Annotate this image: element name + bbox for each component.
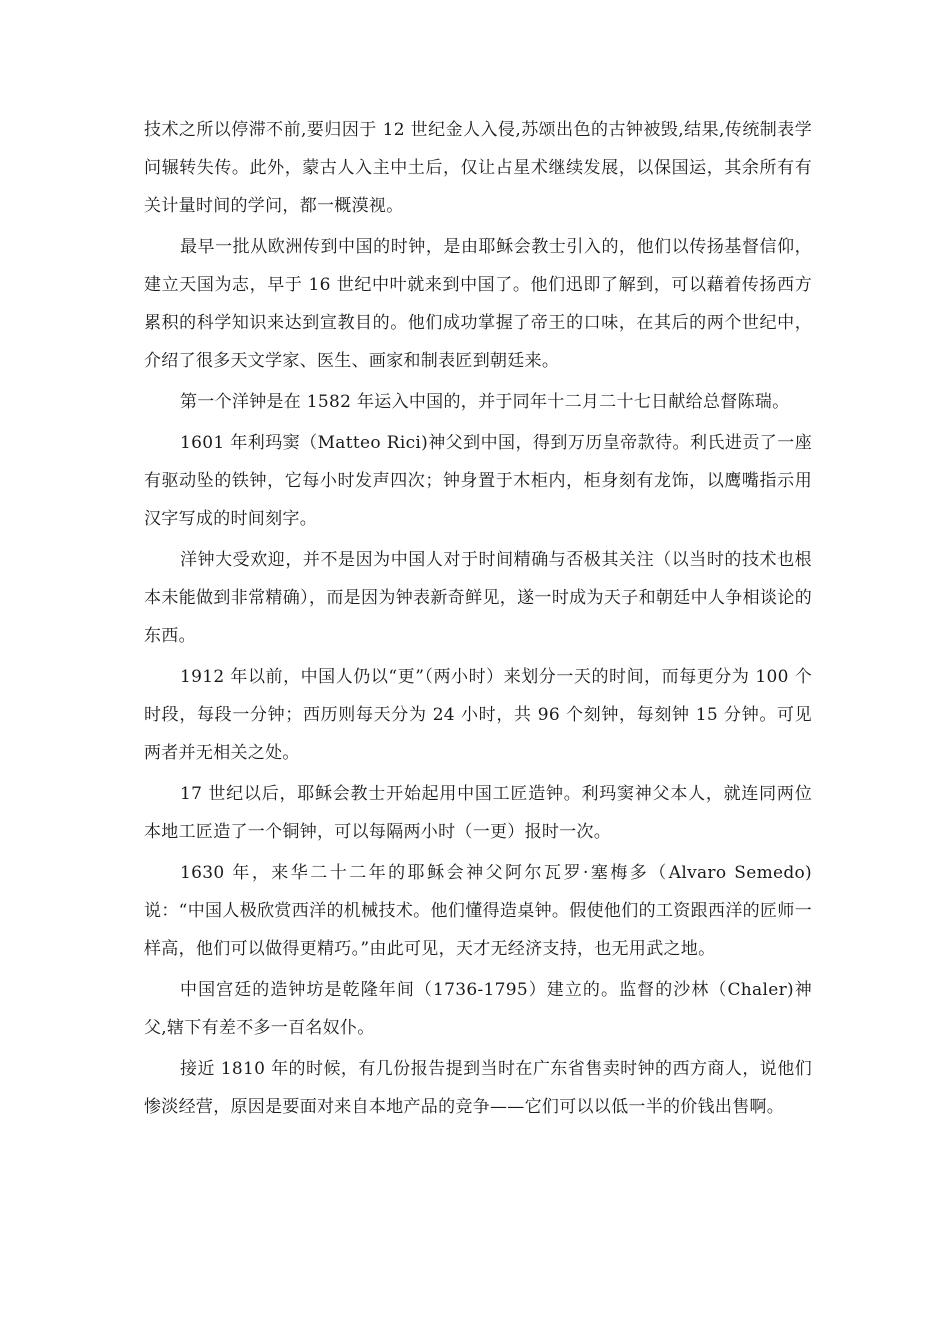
paragraph-3: 第一个洋钟是在 1582 年运入中国的，并于同年十二月二十七日献给总督陈瑞。 <box>180 392 790 412</box>
paragraph-8: 1630 年，来华二十二年的耶稣会神父阿尔瓦罗·塞梅多（Alvaro Semedo)说：“中国人极欣赏西洋的机械技术。他们懂得造桌钟。假使他们的工资跟西洋的匠师一样高，他们可以做得更精巧。”由此可见，天才无经济支持，也无用武之地。 <box>144 863 812 959</box>
paragraph-4: 1601 年利玛窦（Matteo Rici)神父到中国，得到万历皇帝款待。利氏进贡了一座有驱动坠的铁钟，它每小时发声四次；钟身置于木柜内，柜身刻有龙饰，以鹰嘴指示用汉字写成的时间刻字。 <box>144 433 812 529</box>
paragraph-2: 最早一批从欧洲传到中国的时钟，是由耶稣会教士引入的，他们以传扬基督信仰，建立天国为志，早于 16 世纪中叶就来到中国了。他们迅即了解到，可以藉着传扬西方累积的科学知识来达到宣教目的。他们成功掌握了帝王的口味，在其后的两个世纪中，介绍了很多天文学家、医生、画家和制表匠到朝廷来。 <box>144 237 812 371</box>
paragraph-10: 接近 1810 年的时候，有几份报告提到当时在广东省售卖时钟的西方商人，说他们惨淡经营，原因是要面对来自本地产品的竞争——它们可以以低一半的价钱出售啊。 <box>144 1059 812 1117</box>
paragraph-5: 洋钟大受欢迎，并不是因为中国人对于时间精确与否极其关注（以当时的技术也根本未能做到非常精确），而是因为钟表新奇鲜见，遂一时成为天子和朝廷中人争相谈论的东西。 <box>144 550 812 646</box>
paragraph-1: 技术之所以停滞不前,要归因于 12 世纪金人入侵,苏颂出色的古钟被毁,结果,传统制表学问辗转失传。此外，蒙古人入主中土后，仅让占星术继续发展，以保国运，其余所有有关计量时间的学问，都一概漠视。 <box>144 120 812 216</box>
paragraph-7: 17 世纪以后，耶稣会教士开始起用中国工匠造钟。利玛窦神父本人，就连同两位本地工匠造了一个铜钟，可以每隔两小时（一更）报时一次。 <box>144 784 812 842</box>
paragraph-6: 1912 年以前，中国人仍以“更”（两小时）来划分一天的时间，而每更分为 100 个时段，每段一分钟；西历则每天分为 24 小时，共 96 个刻钟，每刻钟 15 分钟。可见两者并无相关之处。 <box>144 667 812 763</box>
document-body <box>144 111 812 1129</box>
paragraph-9: 中国宫廷的造钟坊是乾隆年间（1736-1795）建立的。监督的沙林（Chaler)神父,辖下有差不多一百名奴仆。 <box>144 980 812 1038</box>
